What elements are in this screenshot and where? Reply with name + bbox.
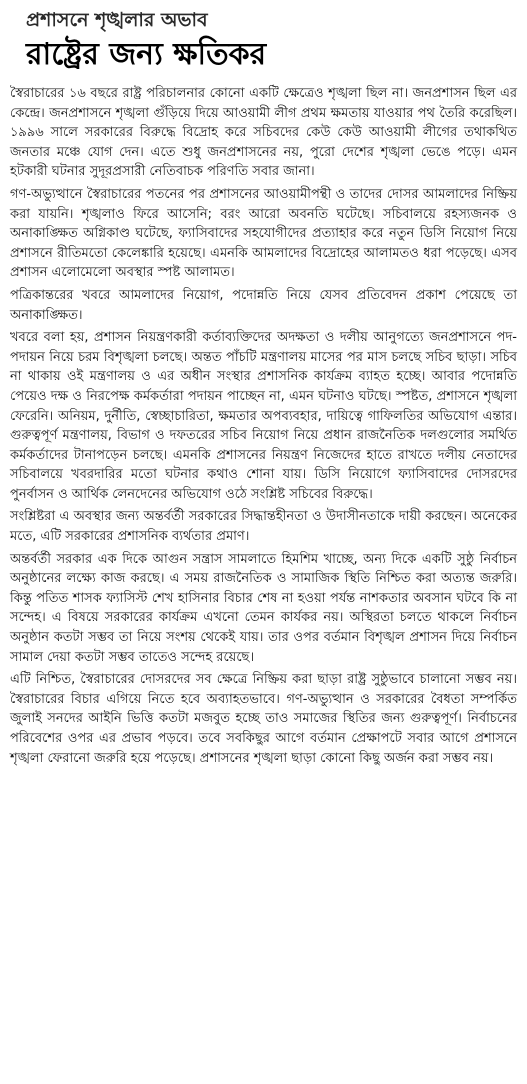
- article-body: [10, 84, 517, 768]
- article-headline: রাষ্ট্রের জন্য ক্ষতিকর: [26, 37, 267, 72]
- article-paragraph: অন্তর্বর্তী সরকার এক দিকে আগুন সন্ত্রাস সামলাতে হিমশিম খাচ্ছে, অন্য দিকে একটি সুষ্ঠু নির্বাচন অনুষ্ঠানের লক্ষ্যে কাজ করছে। এ সময় রাজনৈতিক ও সামাজিক স্থিতি নিশ্চিত করা অত্যন্ত জরুরি। কিন্তু পতিত শাসক ফ্যাসিস্ট শেখ হাসিনার বিচার শেষ না হওয়া পর্যন্ত নাশকতার অবসান ঘটবে কি না সন্দেহ। এ বিষয়ে সরকারের কার্যক্রম এখনো তেমন কার্যকর নয়। অস্থিরতা চলতে থাকলে নির্বাচন অনুষ্ঠান কতটা সম্ভব তা নিয়ে সংশয় থেকেই যায়। তার ওপর বর্তমান বিশৃঙ্খল প্রশাসন দিয়ে নির্বাচন সামাল দেয়া কতটা সম্ভব তাতেও সন্দেহ রয়েছে।: [10, 551, 517, 665]
- article-paragraph: স্বৈরাচারের ১৬ বছরে রাষ্ট্র পরিচালনার কোনো একটি ক্ষেত্রেও শৃঙ্খলা ছিল না। জনপ্রশাসন ছিল এর কেন্দ্রে। জনপ্রশাসনে শৃঙ্খলা গুঁড়িয়ে দিয়ে আওয়ামী লীগ প্রথম ক্ষমতায় যাওয়ার পথ তৈরি করেছিল। ১৯৯৬ সালে সরকারের বিরুদ্ধে বিদ্রোহ করে সচিবদের কেউ কেউ আওয়ামী লীগের তথাকথিত জনতার মঞ্চে যোগ দেন। এতে শুধু জনপ্রশাসনের নয়, পুরো দেশের শৃঙ্খলা ভেঙে পড়ে। এমন হটকারী ঘটনার সুদূরপ্রসারী নেতিবাচক পরিণতি সবার জানা।: [10, 86, 517, 180]
- article-kicker: প্রশাসনে শৃঙ্খলার অভাব: [26, 9, 208, 31]
- article-paragraph: সংশ্লিষ্টরা এ অবস্থার জন্য অন্তর্বর্তী সরকারের সিদ্ধান্তহীনতা ও উদাসীনতাকে দায়ী করছেন। অনেকের মতে, এটি সরকারের প্রশাসনিক ব্যর্থতার প্রমাণ।: [10, 509, 517, 545]
- article-paragraph: এটি নিশ্চিত, স্বৈরাচারের দোসরদের সব ক্ষেত্রে নিষ্ক্রিয় করা ছাড়া রাষ্ট্র সুষ্ঠুভাবে চালানো সম্ভব নয়। স্বৈরাচারের বিচার এগিয়ে নিতে হবে অব্যাহতভাবে। গণ-অভ্যুত্থান ও সরকারের বৈধতা সম্পর্কিত জুলাই সনদের আইনি ভিত্তি কতটা মজবুত হচ্ছে তাও সমাজের স্থিতির জন্য গুরুত্বপূর্ণ। নির্বাচনের পরিবেশের ওপর এর প্রভাব পড়বে। তবে সবকিছুর আগে বর্তমান প্রেক্ষাপটে সবার আগে প্রশাসনে শৃঙ্খলা ফেরানো জরুরি হয়ে পড়েছে। প্রশাসনের শৃঙ্খলা ছাড়া কোনো কিছু অর্জন করা সম্ভব নয়।: [10, 672, 517, 766]
- article-paragraph: পত্রিকান্তরের খবরে আমলাদের নিয়োগ, পদোন্নতি নিয়ে যেসব প্রতিবেদন প্রকাশ পেয়েছে তা অনাকাঙ্ক্ষিত।: [10, 287, 517, 323]
- article-paragraph: খবরে বলা হয়, প্রশাসন নিয়ন্ত্রণকারী কর্তাব্যক্তিদের অদক্ষতা ও দলীয় আনুগত্যে জনপ্রশাসনে পদ-পদায়ন নিয়ে চরম বিশৃঙ্খলা চলছে। অন্তত পাঁচটি মন্ত্রণালয় মাসের পর মাস চলছে সচিব ছাড়া। সচিব না থাকায় ওই মন্ত্রণালয় ও এর অধীন সংস্থার প্রশাসনিক কার্যক্রম ব্যাহত হচ্ছে। আবার পদোন্নতি পেয়েও দক্ষ ও নিরপেক্ষ কর্মকর্তারা পদায়ন পাচ্ছেন না, এমন ঘটনাও ঘটছে। স্পষ্টত, প্রশাসনে শৃঙ্খলা ফেরেনি। অনিয়ম, দুর্নীতি, স্বেচ্ছাচারিতা, ক্ষমতার অপব্যবহার, দায়িত্বে গাফিলতির অভিযোগ এন্তার। গুরুত্বপূর্ণ মন্ত্রণালয়, বিভাগ ও দফতরের সচিব নিয়োগ নিয়ে প্রধান রাজনৈতিক দলগুলোর সমর্থিত কর্মকর্তাদের টানাপড়েন চলছে। এমনকি প্রশাসনের নিয়ন্ত্রণ নিজেদের হাতে রাখতে দলীয় নেতাদের সচিবালয়ে খবরদারির মতো ঘটনার কথাও শোনা যায়। ডিসি নিয়োগে ফ্যাসিবাদের দোসরদের পুনর্বাসন ও আর্থিক লেনদেনের অভিযোগ ওঠে সংশ্লিষ্ট সচিবের বিরুদ্ধে।: [10, 330, 517, 502]
- article-paragraph: গণ-অভ্যুত্থানে স্বৈরাচারের পতনের পর প্রশাসনের আওয়ামীপন্থী ও তাদের দোসর আমলাদের নিষ্ক্রিয় করা যায়নি। শৃঙ্খলাও ফিরে আসেনি; বরং আরো অবনতি ঘটেছে। সচিবালয়ে রহস্যজনক ও অনাকাঙ্ক্ষিত অগ্নিকাণ্ড ঘটেছে, ফ্যাসিবাদের সহযোগীদের প্রত্যাহার করে নতুন ডিসি নিয়োগ নিয়ে প্রশাসনে রীতিমতো কেলেঙ্কারি হয়েছে। এমনকি আমলাদের বিদ্রোহের আলামতও ধরা পড়েছে। এসব প্রশাসন এলোমেলো অবস্থার স্পষ্ট আলামত।: [10, 186, 517, 281]
